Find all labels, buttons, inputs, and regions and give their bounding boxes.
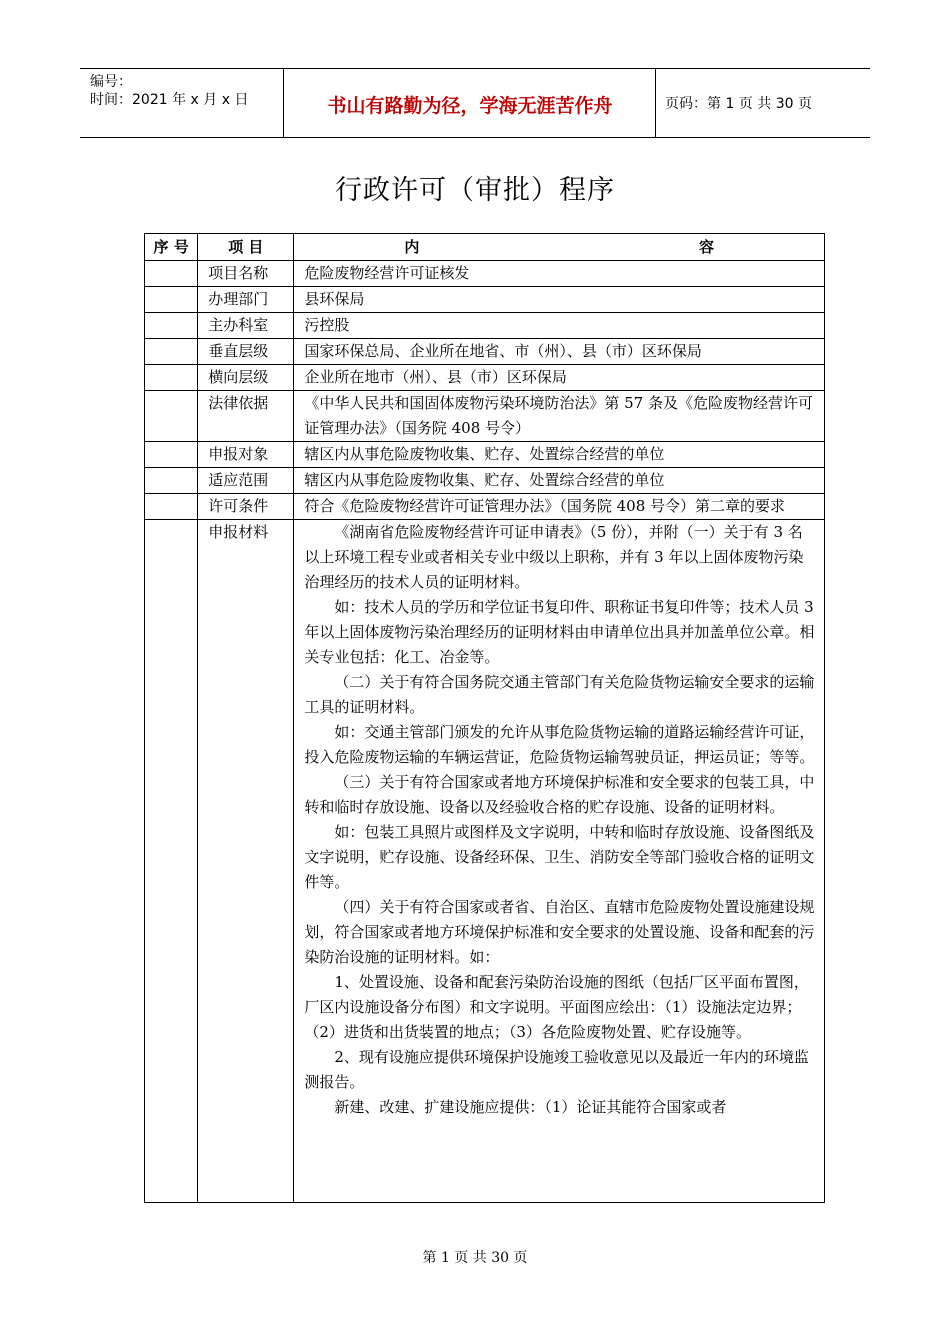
header-meta xyxy=(90,73,248,109)
materials-paragraph: 《湖南省危险废物经营许可证申请表》（5 份），并附（一）关于有 3 名以上环境工程专业或者相关专业中级以上职称，并有 3 年以上固体废物污染治理经历的技术人员的证明材料。 xyxy=(304,523,804,591)
row-content: 辖区内从事危险废物收集、贮存、处置综合经营的单位 xyxy=(294,442,825,468)
row-item: 申报材料 xyxy=(198,520,294,1203)
table-row xyxy=(145,261,825,287)
document-title: 行政许可（审批）程序 xyxy=(335,175,615,206)
table-row xyxy=(145,339,825,365)
row-item: 横向层级 xyxy=(198,365,294,391)
motto: 书山有路勤为径，学海无涯苦作舟 xyxy=(327,95,613,117)
materials-paragraph: （二）关于有符合国务院交通主管部门有关危险货物运输安全要求的运输工具的证明材料。 xyxy=(304,673,815,716)
row-item: 申报对象 xyxy=(198,442,294,468)
table-row xyxy=(145,391,825,442)
row-item: 主办科室 xyxy=(198,313,294,339)
materials-paragraph: 如：技术人员的学历和学位证书复印件、职称证书复印件等；技术人员 3 年以上固体废物污染治理经历的证明材料由申请单位出具并加盖单位公章。相关专业包括：化工、冶金等。 xyxy=(304,598,815,666)
row-content: 企业所在地市（州）、县（市）区环保局 xyxy=(294,365,825,391)
row-item: 办理部门 xyxy=(198,287,294,313)
materials-paragraph: 新建、改建、扩建设施应提供：（1）论证其能符合国家或者 xyxy=(334,1098,727,1116)
materials-content xyxy=(294,520,825,1203)
row-content: 辖区内从事危险废物收集、贮存、处置综合经营的单位 xyxy=(294,468,825,494)
row-content: 符合《危险废物经营许可证管理办法》（国务院 408 号令）第二章的要求 xyxy=(294,494,825,520)
time-label: 时间：2021 年 x 月 x 日 xyxy=(90,92,249,108)
materials-paragraph: 2、现有设施应提供环境保护设施竣工验收意见以及最近一年内的环境监测报告。 xyxy=(304,1048,809,1091)
row-content: 县环保局 xyxy=(294,287,825,313)
header-divider xyxy=(655,69,656,137)
procedure-table xyxy=(144,233,825,1203)
row-item: 垂直层级 xyxy=(198,339,294,365)
materials-paragraph: （四）关于有符合国家或者省、自治区、直辖市危险废物处置设施建设规划，符合国家或者地方环境保护标准和安全要求的处置设施、设备和配套的污染防治设施的证明材料。如： xyxy=(304,898,815,966)
page-header xyxy=(80,68,870,138)
table-row xyxy=(145,287,825,313)
row-item: 项目名称 xyxy=(198,261,294,287)
row-item: 适应范围 xyxy=(198,468,294,494)
page-info: 页码：第 1 页 共 30 页 xyxy=(665,96,812,112)
header-seq: 序 号 xyxy=(145,234,198,261)
header-content-left: 内 xyxy=(404,238,420,256)
table-header-row xyxy=(145,234,825,261)
table-row xyxy=(145,494,825,520)
table-row xyxy=(145,313,825,339)
row-content: 《中华人民共和国固体废物污染环境防治法》第 57 条及《危险废物经营许可证管理办法》（国务院 408 号令） xyxy=(294,391,825,442)
table-row xyxy=(145,365,825,391)
table-row xyxy=(145,468,825,494)
materials-paragraph: 如：包装工具照片或图样及文字说明，中转和临时存放设施、设备图纸及文字说明，贮存设施、设备经环保、卫生、消防安全等部门验收合格的证明文件等。 xyxy=(304,823,815,891)
number-label: 编号： xyxy=(90,74,132,90)
header-content-right: 容 xyxy=(698,238,714,256)
materials-paragraph: 1、处置设施、设备和配套污染防治设施的图纸（包括厂区平面布置图，厂区内设施设备分布图）和文字说明。平面图应绘出：（1）设施法定边界；（2）进货和出货装置的地点；（3）各危险废物处置、贮存设施等。 xyxy=(304,973,809,1041)
row-content: 污控股 xyxy=(294,313,825,339)
header-content xyxy=(294,234,825,261)
table-row-materials xyxy=(145,520,825,1203)
materials-paragraph: 如：交通主管部门颁发的允许从事危险货物运输的道路运输经营许可证，投入危险废物运输的车辆运营证，危险货物运输驾驶员证，押运员证；等等。 xyxy=(304,723,815,766)
header-item: 项 目 xyxy=(198,234,294,261)
page-footer: 第 1 页 共 30 页 xyxy=(422,1250,528,1266)
row-item: 法律依据 xyxy=(198,391,294,442)
table-row xyxy=(145,442,825,468)
row-content: 危险废物经营许可证核发 xyxy=(294,261,825,287)
row-content: 国家环保总局、企业所在地省、市（州）、县（市）区环保局 xyxy=(294,339,825,365)
row-item: 许可条件 xyxy=(198,494,294,520)
materials-paragraph: （三）关于有符合国家或者地方环境保护标准和安全要求的包装工具，中转和临时存放设施、设备以及经验收合格的贮存设施、设备的证明材料。 xyxy=(304,773,815,816)
